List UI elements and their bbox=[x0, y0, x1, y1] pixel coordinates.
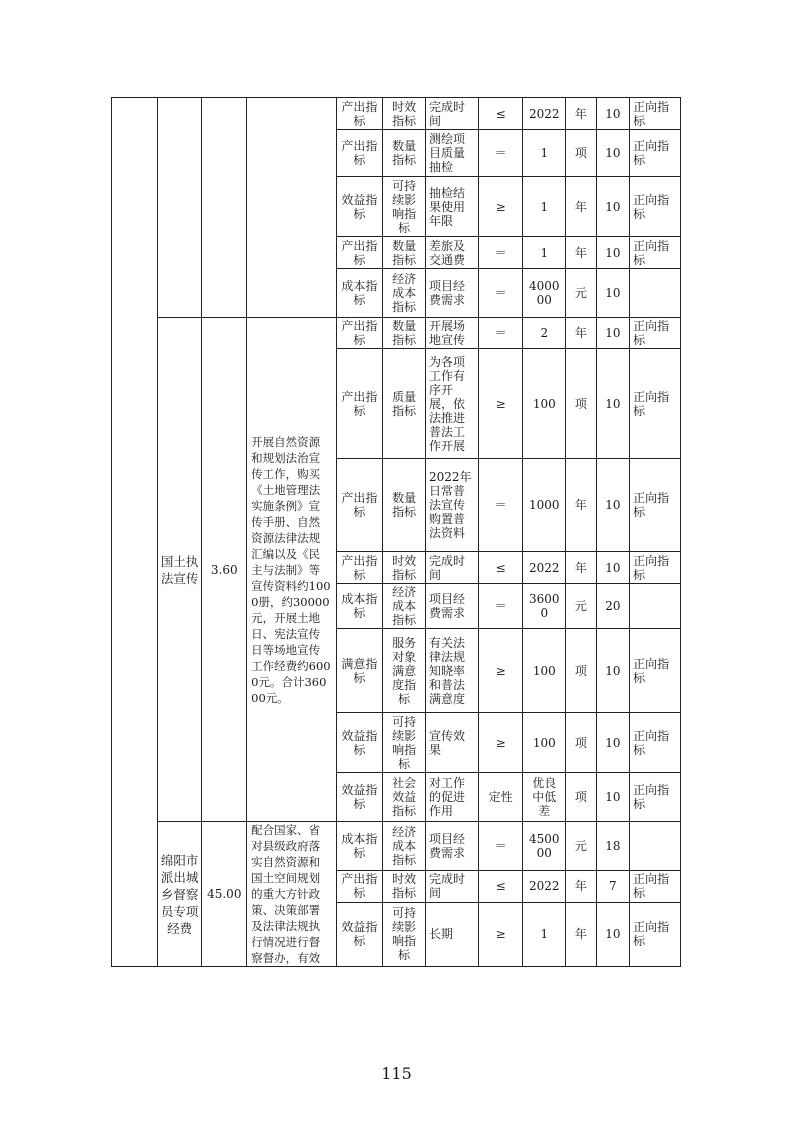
page-number: 115 bbox=[381, 1064, 412, 1083]
level2-indicator: 数量指标 bbox=[383, 237, 426, 269]
target-value-cell: 100 bbox=[523, 629, 566, 713]
target-value-cell: 优良中低差 bbox=[523, 773, 566, 822]
level1-indicator: 效益指标 bbox=[336, 902, 383, 966]
target-value-cell: 2022 bbox=[523, 98, 566, 130]
unit-cell: 项 bbox=[566, 773, 596, 822]
category-cell bbox=[112, 98, 158, 967]
level2-indicator: 经济成本指标 bbox=[383, 822, 426, 871]
weight-cell: 10 bbox=[596, 349, 630, 459]
operator-cell: ≥ bbox=[478, 349, 523, 459]
level2-indicator: 时效指标 bbox=[383, 552, 426, 584]
project-name-cell: 绵阳市派出城乡督察员专项经费 bbox=[157, 822, 202, 967]
unit-cell: 年 bbox=[566, 318, 596, 349]
level2-indicator: 社会效益指标 bbox=[383, 773, 426, 822]
unit-cell: 年 bbox=[566, 177, 596, 237]
direction-cell bbox=[630, 584, 681, 629]
project-amount-cell: 45.00 bbox=[202, 822, 247, 967]
level1-indicator: 满意指标 bbox=[336, 629, 383, 713]
weight-cell: 10 bbox=[596, 269, 630, 318]
unit-cell: 年 bbox=[566, 459, 596, 552]
table-row bbox=[112, 318, 681, 349]
direction-cell: 正向指标 bbox=[630, 870, 681, 902]
unit-cell: 年 bbox=[566, 870, 596, 902]
level3-indicator: 测绘项目质量抽检 bbox=[425, 130, 478, 177]
level2-indicator: 可持续影响指标 bbox=[383, 713, 426, 773]
target-value-cell: 2022 bbox=[523, 552, 566, 584]
level1-indicator: 产出指标 bbox=[336, 459, 383, 552]
level2-indicator: 可持续影响指标 bbox=[383, 177, 426, 237]
direction-cell bbox=[630, 822, 681, 871]
level3-indicator: 完成时间 bbox=[425, 552, 478, 584]
operator-cell: ≥ bbox=[478, 713, 523, 773]
level3-indicator: 2022年日常普法宣传购置普法资料 bbox=[425, 459, 478, 552]
level2-indicator: 质量指标 bbox=[383, 349, 426, 459]
unit-cell: 元 bbox=[566, 822, 596, 871]
level2-indicator: 可持续影响指标 bbox=[383, 902, 426, 966]
direction-cell: 正向指标 bbox=[630, 773, 681, 822]
level2-indicator: 服务对象满意度指标 bbox=[383, 629, 426, 713]
weight-cell: 10 bbox=[596, 98, 630, 130]
target-value-cell: 1 bbox=[523, 177, 566, 237]
level1-indicator: 产出指标 bbox=[336, 98, 383, 130]
level3-indicator: 宣传效果 bbox=[425, 713, 478, 773]
operator-cell: ＝ bbox=[478, 822, 523, 871]
table-row bbox=[112, 98, 681, 130]
weight-cell: 20 bbox=[596, 584, 630, 629]
target-value-cell: 100 bbox=[523, 713, 566, 773]
level3-indicator: 为各项工作有序开展，依法推进普法工作开展 bbox=[425, 349, 478, 459]
table-row bbox=[112, 822, 681, 871]
target-value-cell: 100 bbox=[523, 349, 566, 459]
weight-cell: 10 bbox=[596, 318, 630, 349]
weight-cell: 10 bbox=[596, 713, 630, 773]
operator-cell: ＝ bbox=[478, 459, 523, 552]
level1-indicator: 成本指标 bbox=[336, 822, 383, 871]
level1-indicator: 效益指标 bbox=[336, 713, 383, 773]
direction-cell bbox=[630, 269, 681, 318]
target-value-cell: 1 bbox=[523, 237, 566, 269]
weight-cell: 10 bbox=[596, 237, 630, 269]
unit-cell: 年 bbox=[566, 902, 596, 966]
direction-cell: 正向指标 bbox=[630, 318, 681, 349]
operator-cell: ≤ bbox=[478, 552, 523, 584]
target-value-cell: 1000 bbox=[523, 459, 566, 552]
target-value-cell: 400000 bbox=[523, 269, 566, 318]
project-description-cell: 配合国家、省对县级政府落实自然资源和国土空间规划的重大方针政策、决策部署及法律法规执行情况进行督察督办，有效 bbox=[247, 822, 336, 967]
level3-indicator: 长期 bbox=[425, 902, 478, 966]
level3-indicator: 有关法律法规知晓率和普法满意度 bbox=[425, 629, 478, 713]
level1-indicator: 成本指标 bbox=[336, 584, 383, 629]
level1-indicator: 产出指标 bbox=[336, 349, 383, 459]
project-description-cell bbox=[247, 98, 336, 318]
direction-cell: 正向指标 bbox=[630, 177, 681, 237]
operator-cell: ≥ bbox=[478, 177, 523, 237]
direction-cell: 正向指标 bbox=[630, 130, 681, 177]
project-amount-cell: 3.60 bbox=[202, 318, 247, 822]
level1-indicator: 产出指标 bbox=[336, 130, 383, 177]
level1-indicator: 效益指标 bbox=[336, 177, 383, 237]
level1-indicator: 产出指标 bbox=[336, 870, 383, 902]
unit-cell: 元 bbox=[566, 584, 596, 629]
unit-cell: 年 bbox=[566, 98, 596, 130]
operator-cell: ＝ bbox=[478, 237, 523, 269]
direction-cell: 正向指标 bbox=[630, 552, 681, 584]
level1-indicator: 成本指标 bbox=[336, 269, 383, 318]
level3-indicator: 完成时间 bbox=[425, 870, 478, 902]
level3-indicator: 项目经费需求 bbox=[425, 269, 478, 318]
direction-cell: 正向指标 bbox=[630, 713, 681, 773]
level1-indicator: 效益指标 bbox=[336, 773, 383, 822]
weight-cell: 10 bbox=[596, 459, 630, 552]
level1-indicator: 产出指标 bbox=[336, 237, 383, 269]
level2-indicator: 数量指标 bbox=[383, 130, 426, 177]
operator-cell: ≥ bbox=[478, 902, 523, 966]
weight-cell: 18 bbox=[596, 822, 630, 871]
weight-cell: 7 bbox=[596, 870, 630, 902]
weight-cell: 10 bbox=[596, 629, 630, 713]
operator-cell: 定性 bbox=[478, 773, 523, 822]
performance-indicator-table bbox=[111, 97, 681, 967]
weight-cell: 10 bbox=[596, 773, 630, 822]
weight-cell: 10 bbox=[596, 902, 630, 966]
level3-indicator: 项目经费需求 bbox=[425, 822, 478, 871]
level1-indicator: 产出指标 bbox=[336, 552, 383, 584]
unit-cell: 项 bbox=[566, 713, 596, 773]
level3-indicator: 完成时间 bbox=[425, 98, 478, 130]
level3-indicator: 差旅及交通费 bbox=[425, 237, 478, 269]
weight-cell: 10 bbox=[596, 552, 630, 584]
level2-indicator: 时效指标 bbox=[383, 98, 426, 130]
unit-cell: 项 bbox=[566, 629, 596, 713]
direction-cell: 正向指标 bbox=[630, 98, 681, 130]
direction-cell: 正向指标 bbox=[630, 349, 681, 459]
direction-cell: 正向指标 bbox=[630, 902, 681, 966]
project-name-cell bbox=[157, 98, 202, 318]
operator-cell: ＝ bbox=[478, 269, 523, 318]
level2-indicator: 经济成本指标 bbox=[383, 584, 426, 629]
level3-indicator: 对工作的促进作用 bbox=[425, 773, 478, 822]
target-value-cell: 2022 bbox=[523, 870, 566, 902]
weight-cell: 10 bbox=[596, 177, 630, 237]
level1-indicator: 产出指标 bbox=[336, 318, 383, 349]
direction-cell: 正向指标 bbox=[630, 629, 681, 713]
unit-cell: 项 bbox=[566, 130, 596, 177]
unit-cell: 年 bbox=[566, 237, 596, 269]
operator-cell: ≤ bbox=[478, 870, 523, 902]
operator-cell: ≤ bbox=[478, 98, 523, 130]
target-value-cell: 36000 bbox=[523, 584, 566, 629]
operator-cell: ＝ bbox=[478, 584, 523, 629]
project-name-cell: 国土执法宣传 bbox=[157, 318, 202, 822]
operator-cell: ≥ bbox=[478, 629, 523, 713]
target-value-cell: 1 bbox=[523, 902, 566, 966]
project-description-cell: 开展自然资源和规划法治宣传工作，购买《土地管理法实施条例》宣传手册、自然资源法律法规汇编以及《民主与法制》等宣传资料约1000册，约30000元，开展土地日、宪法宣传日等场地宣传工作经费约6000元。合计36000元。 bbox=[247, 318, 336, 822]
target-value-cell: 2 bbox=[523, 318, 566, 349]
level3-indicator: 开展场地宣传 bbox=[425, 318, 478, 349]
unit-cell: 年 bbox=[566, 552, 596, 584]
unit-cell: 项 bbox=[566, 349, 596, 459]
operator-cell: ＝ bbox=[478, 318, 523, 349]
level3-indicator: 抽检结果使用年限 bbox=[425, 177, 478, 237]
level3-indicator: 项目经费需求 bbox=[425, 584, 478, 629]
direction-cell: 正向指标 bbox=[630, 237, 681, 269]
level2-indicator: 经济成本指标 bbox=[383, 269, 426, 318]
direction-cell: 正向指标 bbox=[630, 459, 681, 552]
level2-indicator: 数量指标 bbox=[383, 459, 426, 552]
level2-indicator: 时效指标 bbox=[383, 870, 426, 902]
target-value-cell: 1 bbox=[523, 130, 566, 177]
project-amount-cell bbox=[202, 98, 247, 318]
operator-cell: ＝ bbox=[478, 130, 523, 177]
level2-indicator: 数量指标 bbox=[383, 318, 426, 349]
weight-cell: 10 bbox=[596, 130, 630, 177]
target-value-cell: 450000 bbox=[523, 822, 566, 871]
unit-cell: 元 bbox=[566, 269, 596, 318]
